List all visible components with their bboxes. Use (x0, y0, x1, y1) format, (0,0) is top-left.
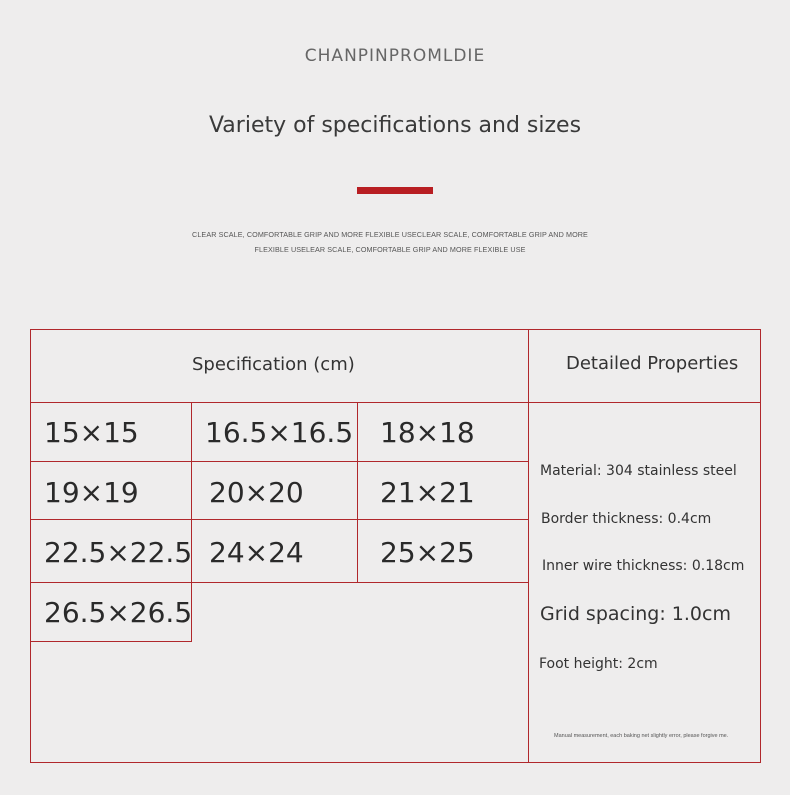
size-cell: 20×20 (209, 476, 304, 509)
row-divider (30, 519, 528, 520)
property-border-thickness: Border thickness: 0.4cm (541, 511, 712, 527)
size-cell: 18×18 (380, 416, 475, 449)
size-cell: 24×24 (209, 536, 304, 569)
measurement-note: Manual measurement, each baking net slightly error, please forgive me. (554, 733, 729, 739)
size-cell: 15×15 (44, 416, 139, 449)
size-cell: 25×25 (380, 536, 475, 569)
tagline: CLEAR SCALE, COMFORTABLE GRIP AND MORE FLEXIBLE USECLEAR SCALE, COMFORTABLE GRIP AND MORE FLEXIBLE USELEAR SCALE, COMFORTABLE GRIP AND MORE FLEXIBLE USE (192, 230, 588, 254)
size-cell: 22.5×22.5 (44, 536, 193, 569)
header-divider (30, 402, 761, 403)
row-divider (30, 582, 528, 583)
spec-header: Specification (cm) (192, 354, 355, 375)
size-cell: 21×21 (380, 476, 475, 509)
column-divider (528, 329, 529, 763)
size-cell: 16.5×16.5 (205, 416, 354, 449)
size-cell: 19×19 (44, 476, 139, 509)
row-divider (30, 641, 191, 642)
table-border-top (30, 329, 761, 330)
property-wire-thickness: Inner wire thickness: 0.18cm (542, 558, 745, 574)
page-title: Variety of specifications and sizes (208, 113, 582, 138)
properties-header: Detailed Properties (566, 353, 739, 374)
table-border-left (30, 329, 31, 763)
property-grid-spacing: Grid spacing: 1.0cm (540, 603, 731, 625)
property-material: Material: 304 stainless steel (540, 463, 737, 479)
brand-name: CHANPINPROMLDIE (304, 46, 486, 66)
table-border-right (760, 329, 761, 763)
property-foot-height: Foot height: 2cm (539, 656, 658, 672)
table-border-bottom (30, 762, 761, 763)
size-cell: 26.5×26.5 (44, 596, 193, 629)
row-divider (30, 461, 528, 462)
col-divider (357, 402, 358, 583)
